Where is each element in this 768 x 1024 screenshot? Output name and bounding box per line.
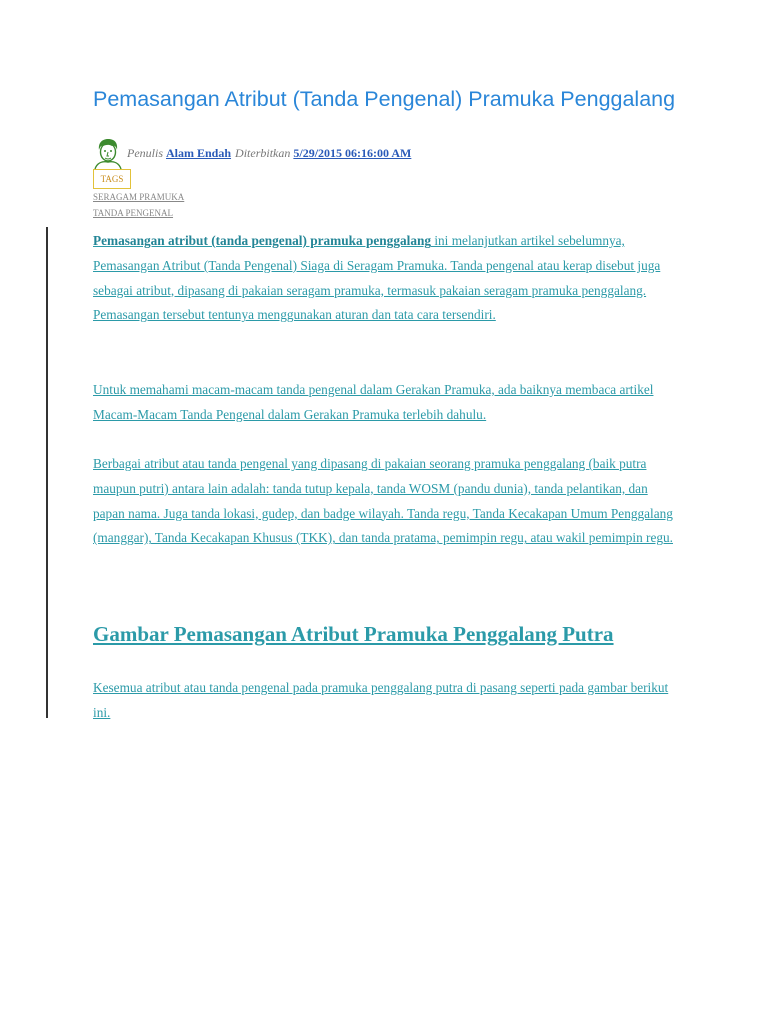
margin-rule — [46, 227, 48, 718]
paragraph-2[interactable]: Untuk memahami macam-macam tanda pengenal dalam Gerakan Pramuka, ada baiknya membaca artikel Macam-Macam Tanda Pengenal dalam Gerakan Pramuka terlebih dahulu. — [93, 382, 654, 422]
published-label: Diterbitkan — [235, 146, 291, 160]
paragraph-4[interactable]: Kesemua atribut atau tanda pengenal pada pramuka penggalang putra di pasang seperti pada gambar berikut ini. — [93, 680, 669, 720]
intro-text: ini melanjutkan artikel sebelumnya, Pemasangan Atribut (Tanda Pengenal) Siaga di Seragam Pramuka. Tanda pengenal atau kerap disebut juga sebagai atribut, dipasang di pakaian seragam pramuka, termasuk pakaian seragam pramuka penggalang. Pemasangan tersebut tentunya menggunakan aturan dan tata cara tersendiri. — [93, 233, 661, 323]
published-date-link[interactable]: 5/29/2015 06:16:00 AM — [293, 146, 412, 160]
intro-bold-lead: Pemasangan atribut (tanda pengenal) pramuka penggalang — [93, 233, 432, 248]
section-heading[interactable]: Gambar Pemasangan Atribut Pramuka Penggalang Putra — [93, 622, 614, 646]
article-meta — [93, 136, 415, 170]
tags-button[interactable]: TAGS — [93, 169, 131, 189]
article-title: Pemasangan Atribut (Tanda Pengenal) Pramuka Penggalang — [93, 87, 676, 111]
author-link[interactable]: Alam Endah — [166, 146, 232, 160]
tag-link-seragam-pramuka[interactable]: SERAGAM PRAMUKA — [93, 192, 185, 202]
tag-link-tanda-pengenal[interactable]: TANDA PENGENAL — [93, 208, 174, 218]
paragraph-3[interactable]: Berbagai atribut atau tanda pengenal yang dipasang di pakaian seorang pramuka penggalang (baik putra maupun putri) antara lain adalah: tanda tutup kepala, tanda WOSM (pandu dunia), tanda pelantikan, dan papan nama. Juga tanda lokasi, gudep, dan badge wilayah. Tanda regu, Tanda Kecakapan Umum Penggalang (manggar), Tanda Kecakapan Khusus (TKK), dan tanda pratama, pemimpin regu, atau wakil pemimpin regu. — [93, 456, 673, 546]
author-label: Penulis — [127, 146, 163, 160]
author-avatar-icon — [93, 137, 123, 169]
intro-paragraph[interactable] — [93, 229, 675, 328]
